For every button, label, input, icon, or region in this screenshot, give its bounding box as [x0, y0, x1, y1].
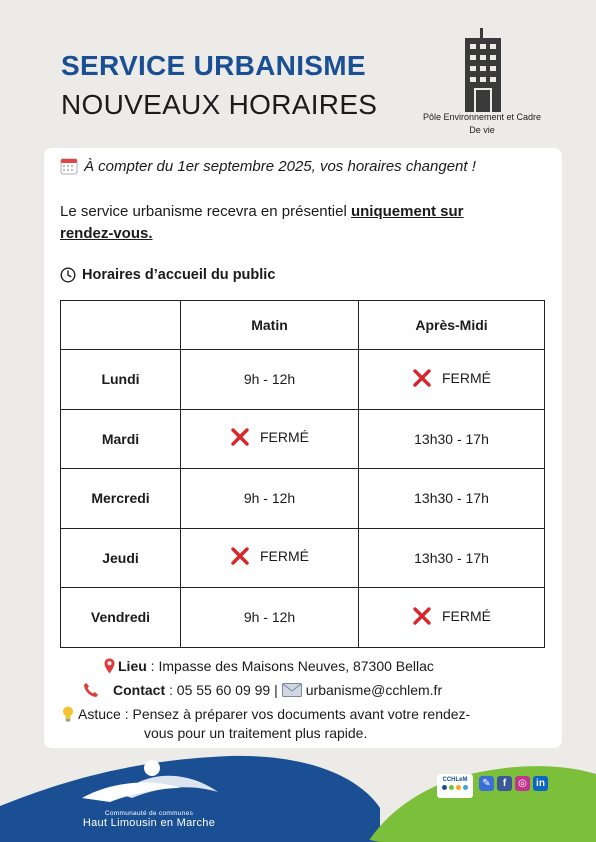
morning-hours: 9h - 12h — [243, 609, 296, 626]
table-row — [61, 528, 545, 588]
logo-mark — [80, 758, 220, 810]
afternoon-cell — [359, 350, 545, 410]
day-cell: Jeudi — [61, 528, 181, 588]
linkedin-icon[interactable]: in — [533, 776, 548, 791]
column-header: Matin — [181, 301, 359, 350]
intro-line — [60, 157, 476, 175]
cross-icon — [230, 546, 250, 566]
day-cell: Mardi — [61, 409, 181, 469]
morning-hours: FERMÉ — [260, 429, 309, 446]
logo-name: Haut Limousin en Marche — [82, 817, 216, 829]
badge-text: CCHLeM — [442, 777, 468, 783]
morning-cell — [181, 588, 359, 648]
afternoon-hours: 13h30 - 17h — [414, 490, 489, 507]
closed-label — [230, 427, 309, 447]
cross-icon — [412, 606, 432, 626]
notice-card — [44, 148, 562, 748]
table-row — [61, 469, 545, 529]
calendar-icon — [60, 157, 78, 175]
morning-hours: 9h - 12h — [243, 490, 296, 507]
morning-cell — [181, 350, 359, 410]
notes-icon[interactable]: ✎ — [479, 776, 494, 791]
hours-title-text: Horaires d’accueil du public — [82, 267, 276, 283]
map-pin-icon — [104, 658, 115, 674]
building-icon — [465, 28, 501, 112]
morning-cell — [181, 528, 359, 588]
logo-text — [74, 810, 224, 829]
closed-label — [230, 546, 309, 566]
logo-subtitle: Communauté de communes — [104, 810, 194, 817]
lieu-value: : Impasse des Maisons Neuves, 87300 Bellac — [150, 658, 434, 674]
afternoon-hours: 13h30 - 17h — [414, 430, 489, 447]
phone-icon — [83, 682, 99, 698]
table-header-row — [61, 301, 545, 350]
afternoon-hours: FERMÉ — [442, 369, 491, 386]
appointment-text: Le service urbanisme recevra en présentiel — [60, 203, 351, 220]
envelope-icon — [282, 683, 302, 697]
afternoon-cell — [359, 588, 545, 648]
afternoon-cell — [359, 409, 545, 469]
intro-text: À compter du 1er septembre 2025, vos horaires changent ! — [84, 157, 476, 175]
morning-hours: 9h - 12h — [243, 371, 296, 388]
closed-label — [412, 368, 491, 388]
table-row — [61, 409, 545, 469]
facebook-icon[interactable]: f — [497, 776, 512, 791]
pole-label: Pôle Environnement et Cadre De vie — [422, 112, 542, 135]
afternoon-hours: FERMÉ — [442, 607, 491, 624]
day-cell: Vendredi — [61, 588, 181, 648]
contact-line — [83, 682, 442, 698]
morning-cell — [181, 409, 359, 469]
afternoon-hours: 13h30 - 17h — [414, 549, 489, 566]
afternoon-cell — [359, 528, 545, 588]
clock-icon — [60, 267, 76, 283]
day-cell: Lundi — [61, 350, 181, 410]
column-header: Après-Midi — [359, 301, 545, 350]
tip-line-1 — [62, 706, 470, 722]
table-row — [61, 588, 545, 648]
page-title: SERVICE URBANISME — [61, 50, 366, 81]
appointment-paragraph — [60, 201, 520, 245]
hours-table — [60, 300, 545, 648]
page-subtitle: NOUVEAUX HORAIRES — [61, 89, 378, 120]
phone-number: : 05 55 60 09 99 | — [169, 682, 278, 698]
closed-label — [412, 606, 491, 626]
contact-label: Contact — [113, 682, 166, 698]
table-row — [61, 350, 545, 410]
instagram-icon[interactable]: ◎ — [515, 776, 530, 791]
cchlem-badge — [437, 774, 473, 798]
tip-text-2: vous pour un traitement plus rapide. — [144, 725, 368, 741]
lieu-label: Lieu — [118, 658, 147, 674]
tip-text-1: Pensez à préparer vos documents avant votre rendez- — [132, 706, 471, 722]
tip-line-2 — [144, 725, 367, 741]
morning-cell — [181, 469, 359, 529]
cross-icon — [412, 368, 432, 388]
day-cell: Mercredi — [61, 469, 181, 529]
hours-title — [60, 267, 275, 283]
column-header — [61, 301, 181, 350]
afternoon-cell — [359, 469, 545, 529]
lieu-line — [104, 658, 434, 674]
lightbulb-icon — [62, 706, 74, 722]
cross-icon — [230, 427, 250, 447]
tip-label: Astuce : — [78, 706, 129, 722]
email-address[interactable]: urbanisme@cchlem.fr — [305, 682, 443, 698]
social-links — [479, 776, 548, 791]
appointment-emphasis: uniquement sur rendez-vous. — [60, 203, 464, 242]
morning-hours: FERMÉ — [260, 548, 309, 565]
